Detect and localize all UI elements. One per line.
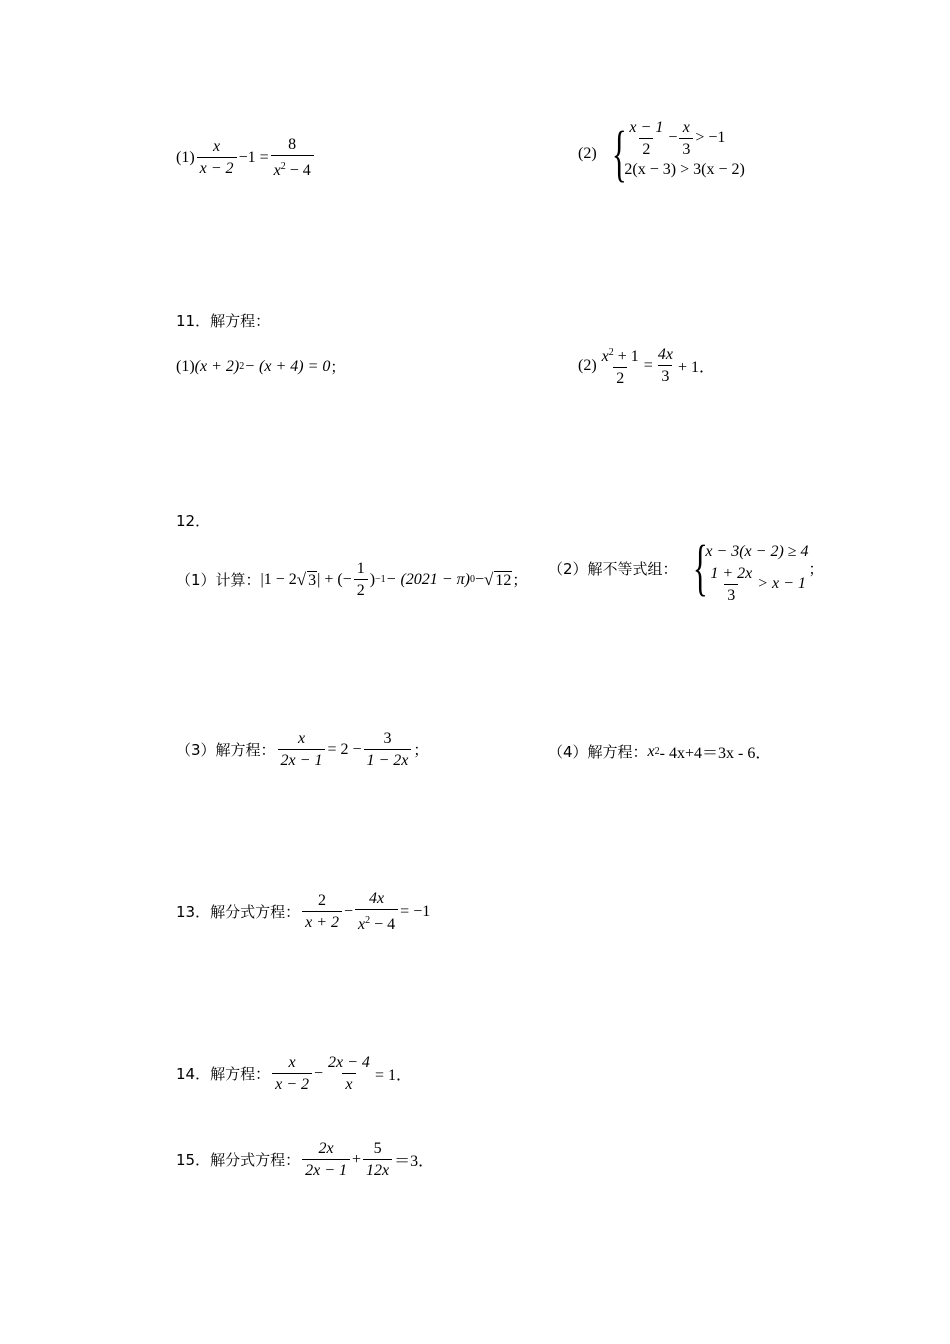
inequality-system bbox=[624, 118, 745, 186]
sqrt-icon: √ bbox=[296, 569, 307, 589]
q15-title: 15．解分式方程： bbox=[176, 1151, 301, 1169]
sqrt-icon: √ bbox=[483, 569, 494, 589]
q10-part2-system bbox=[578, 118, 745, 188]
q12-part2-system: （2）解不等式组： { x − 3(x − 2) ≥ 4 $\frac{1 + 2x}{3}$ > x − 1 ； bbox=[548, 534, 824, 604]
part-label: (2) bbox=[578, 145, 597, 162]
q13-equation: 13．解分式方程： $\frac{2}{x + 2}$ − $\frac{4x}{x^2 - 4}$ = −1 bbox=[176, 890, 431, 933]
q11-title: 11．解方程： bbox=[176, 312, 271, 330]
operator: −1 = bbox=[238, 148, 269, 166]
q15-equation: 15．解分式方程： $\frac{2x}{2x - 1}$ + $\frac{5}{12x}$ ＝3． bbox=[176, 1140, 435, 1179]
system-line-2: $\frac{1 + 2x}{3}$ > x − 1 bbox=[710, 564, 806, 604]
q13-title: 13．解分式方程： bbox=[176, 903, 301, 921]
system-line-1: $\frac{x - 1}{2}$ − $\frac{x}{3}$ > −1 bbox=[629, 118, 726, 158]
q12-part1-calculation: （1）计算： |1 − 2 √ 3 | + (− $\frac{1}{2}$ ) −1 − (2021 − π) 0 − √ 12 ； bbox=[176, 560, 528, 599]
system-line-1: x − 3(x − 2) ≥ 4 bbox=[705, 543, 809, 560]
system-line-2: 2(x − 3) > 3(x − 2) bbox=[624, 161, 745, 178]
q11-part2-equation: (2) $\frac{x^2 + 1}{2}$ = $\frac{4x}{3}$ + 1． bbox=[578, 346, 715, 387]
q12-title: 12． bbox=[176, 512, 211, 530]
left-brace-icon: { bbox=[692, 534, 708, 602]
q12-part3-equation: （3）解方程： $\frac{x}{2x - 1}$ = 2 − $\frac{3}{1 - 2x}$ ； bbox=[176, 730, 429, 769]
part-label: (1) bbox=[176, 148, 195, 166]
q10-part1-equation bbox=[176, 136, 316, 179]
fraction: $\frac{8}{x^2 - 4}$ bbox=[271, 136, 314, 179]
q14-equation: 14．解方程： $\frac{x}{x - 2}$ − $\frac{2x - 4}{x}$ = 1． bbox=[176, 1054, 412, 1093]
fraction: $\frac{x}{x - 2}$ bbox=[197, 138, 237, 177]
q11-part1-equation: (1) (x + 2) 2 − (x + 4) = 0 ； bbox=[176, 357, 346, 376]
q14-title: 14．解方程： bbox=[176, 1065, 271, 1083]
q12-part4-equation: （4）解方程： x 2 - 4x+4＝3x - 6． bbox=[548, 742, 772, 762]
left-brace-icon: { bbox=[611, 120, 627, 188]
